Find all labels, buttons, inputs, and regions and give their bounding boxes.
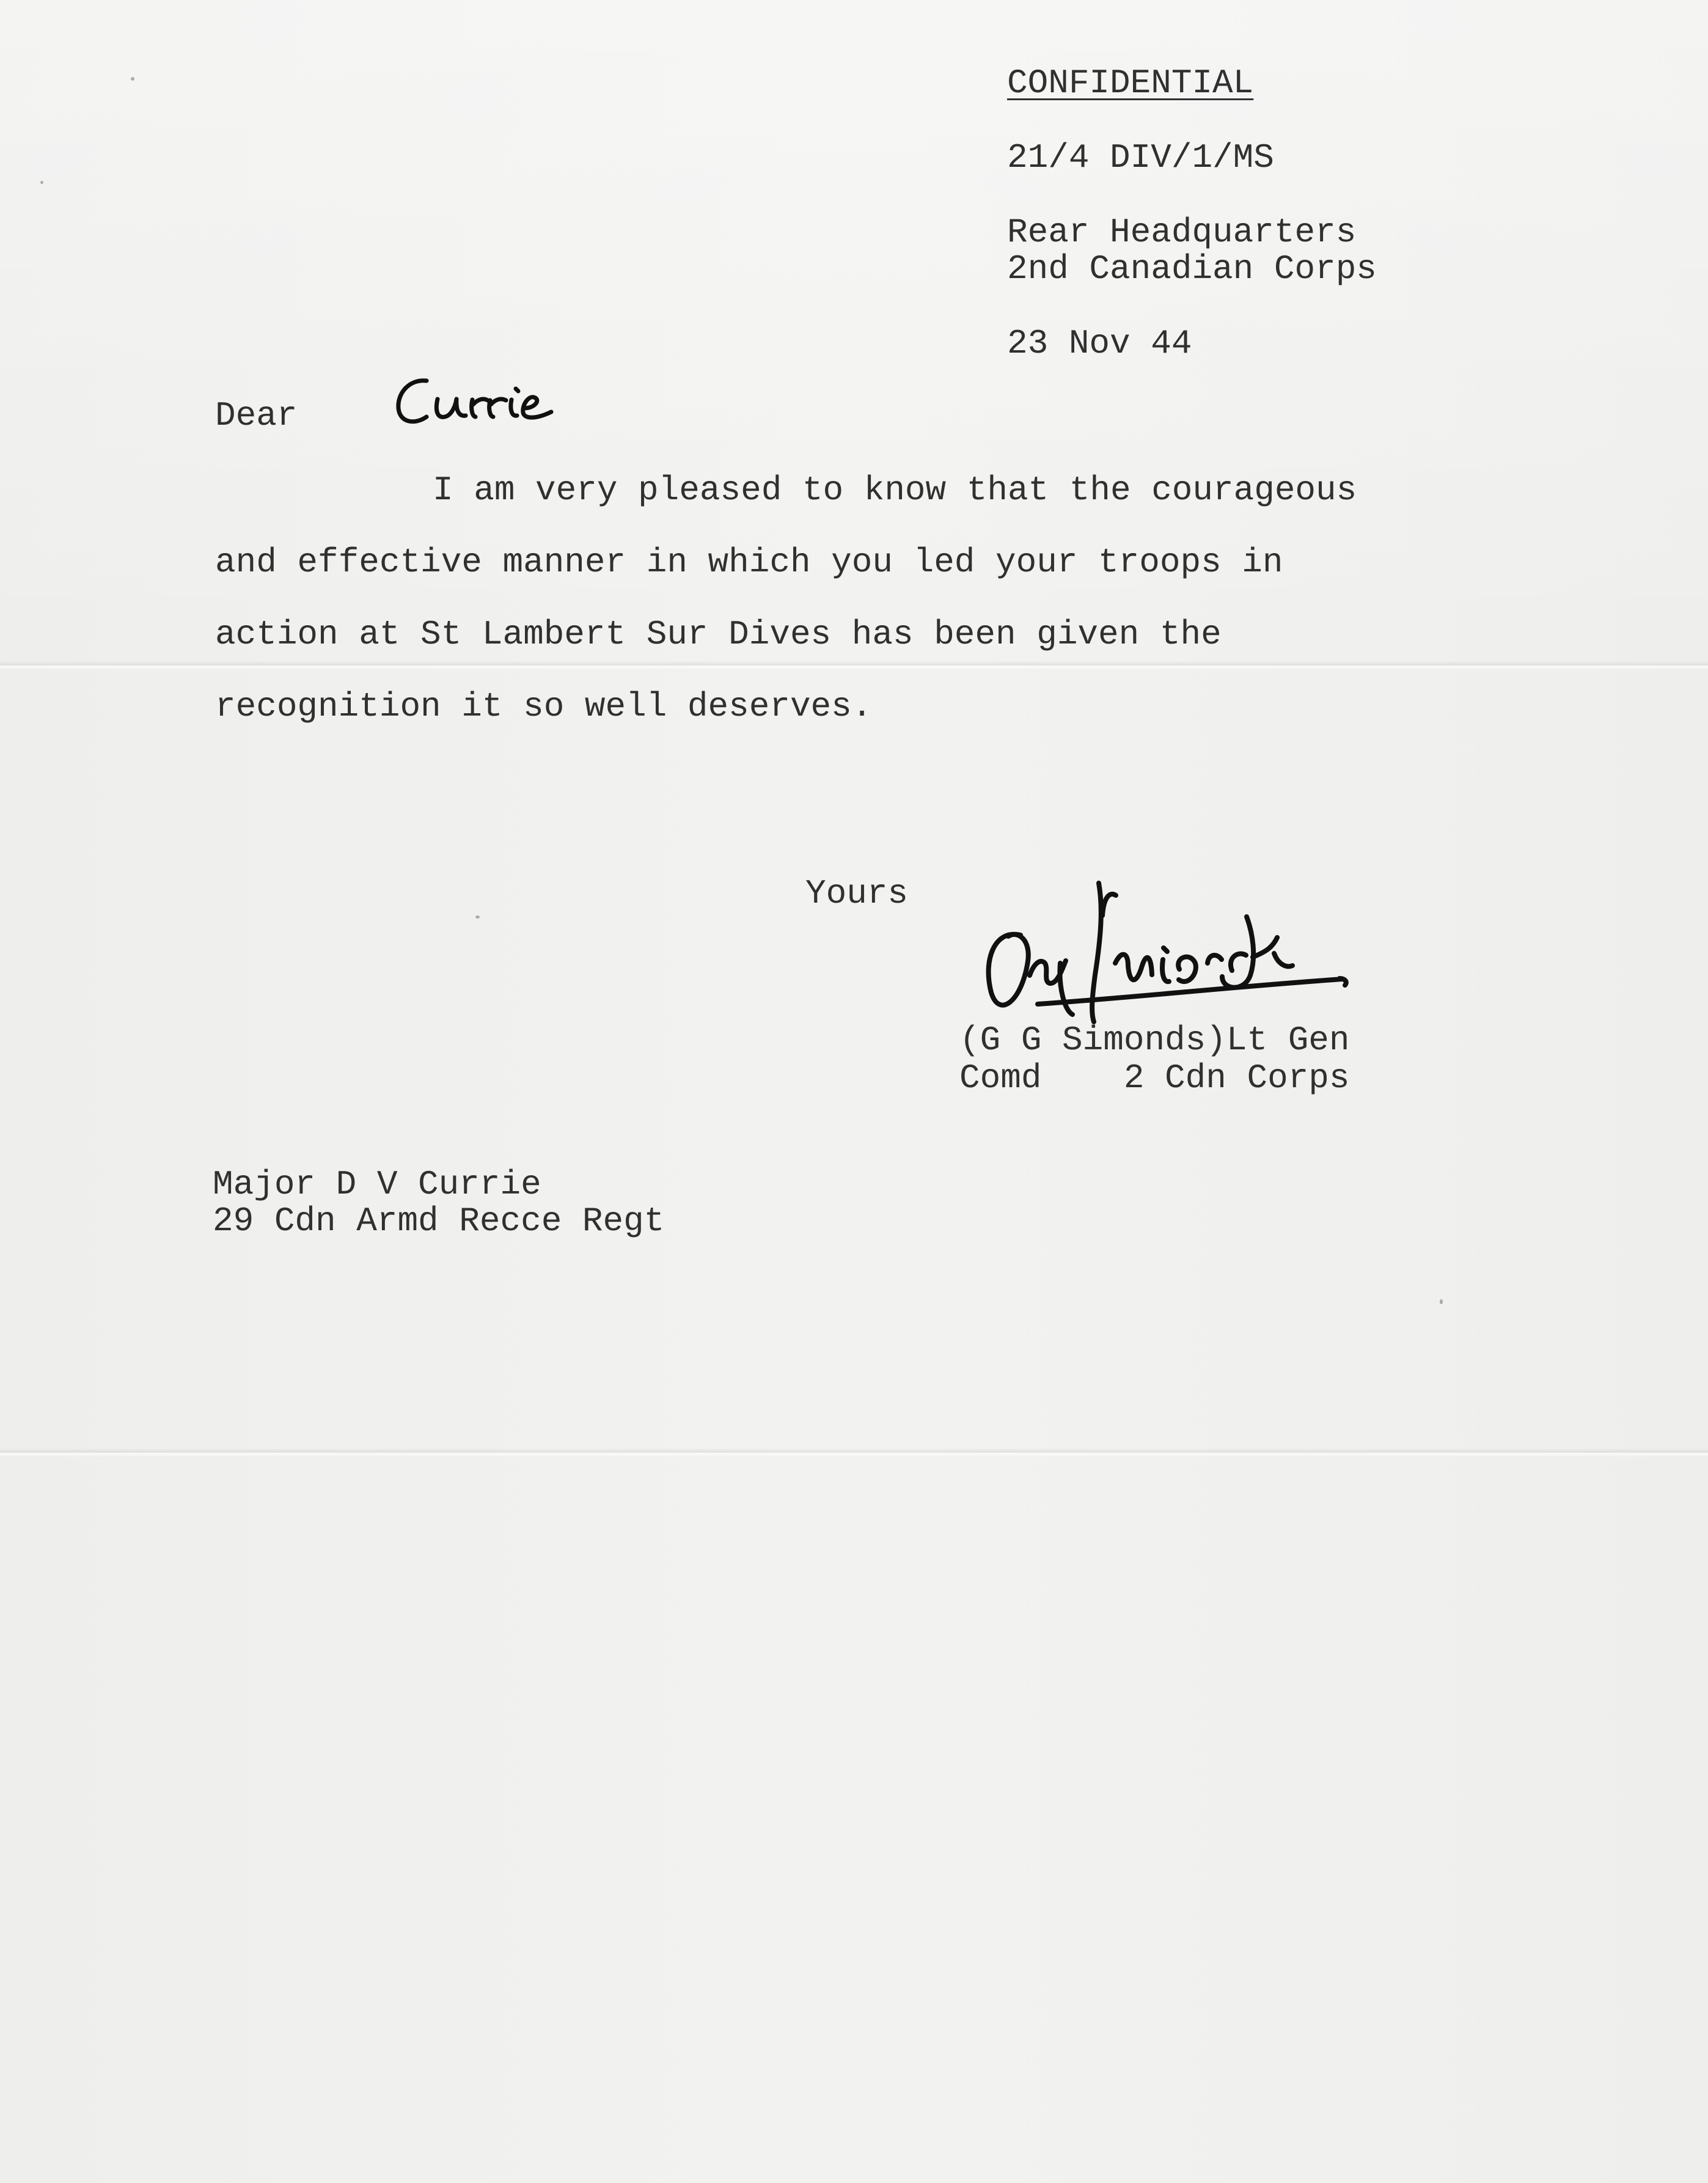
paper-speck <box>475 915 480 919</box>
paper-speck <box>40 181 43 184</box>
handwritten-signature <box>966 862 1357 1027</box>
signature-block-command: Comd 2 Cdn Corps <box>959 1058 1350 1098</box>
address-line-2: 2nd Canadian Corps <box>1007 249 1377 288</box>
paper-speck <box>131 77 134 81</box>
body-line-1: I am very pleased to know that the courageous <box>433 471 1357 510</box>
classification-heading: CONFIDENTIAL <box>1007 64 1254 103</box>
body-line-3: action at St Lambert Sur Dives has been given the <box>215 615 1222 654</box>
handwritten-salutation-name <box>386 365 563 439</box>
address-line-1: Rear Headquarters <box>1007 213 1357 252</box>
recipient-name: Major D V Currie <box>213 1165 541 1204</box>
paper-speck <box>1440 1299 1443 1304</box>
closing-line: Yours <box>805 874 909 913</box>
paper-fold-upper <box>0 661 1708 670</box>
body-line-4: recognition it so well deserves. <box>215 687 873 726</box>
salutation-label: Dear <box>215 396 298 435</box>
body-line-2: and effective manner in which you led your troops in <box>215 543 1283 582</box>
recipient-unit: 29 Cdn Armd Recce Regt <box>213 1202 665 1241</box>
signature-block-name-rank: (G G Simonds)Lt Gen <box>959 1021 1350 1060</box>
paper-fold-lower <box>0 1448 1708 1457</box>
letter-date: 23 Nov 44 <box>1007 324 1192 363</box>
file-reference: 21/4 DIV/1/MS <box>1007 138 1274 177</box>
